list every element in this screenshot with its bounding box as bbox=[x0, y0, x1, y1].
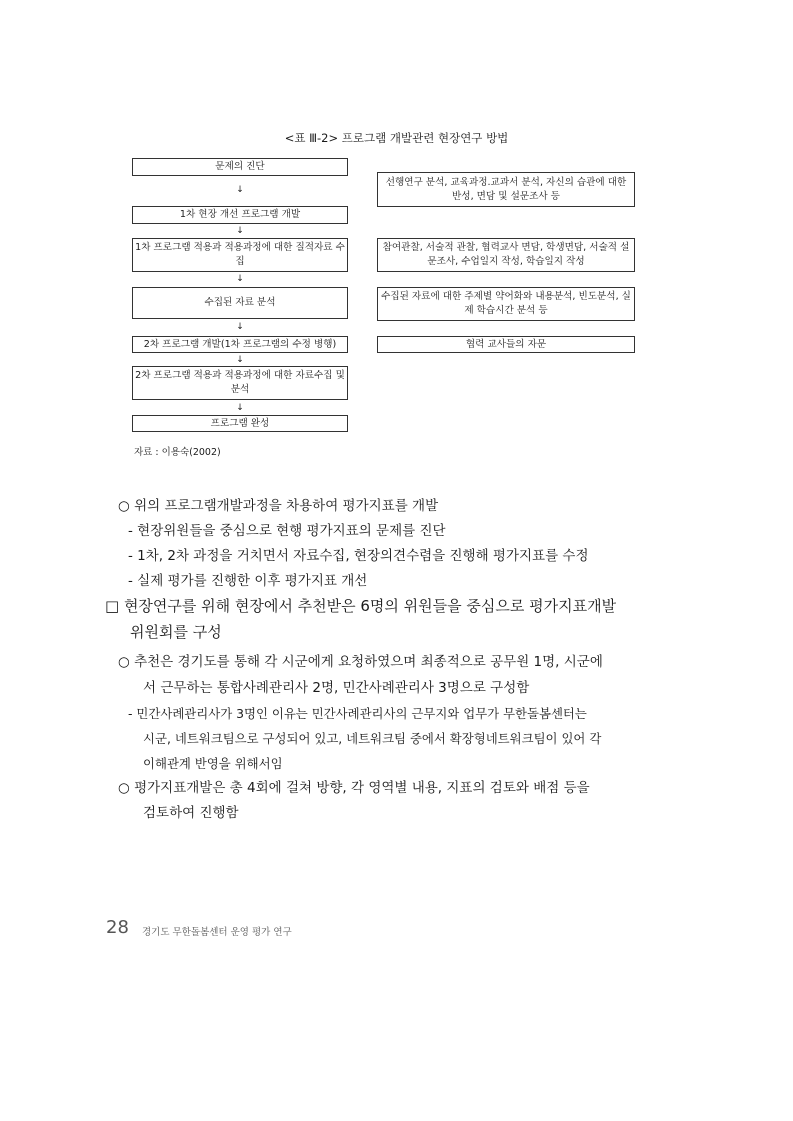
table-caption: <표 Ⅲ-2> 프로그램 개발관련 현장연구 방법 bbox=[284, 131, 509, 145]
flow-note-analysis-methods: 수집된 자료에 대한 주제별 약어화와 내용분석, 빈도분석, 실제 학습시간 분석 등 bbox=[377, 287, 635, 321]
body-bullet: ○ 추천은 경기도를 통해 각 시군에게 요청하였으며 최종적으로 공무원 1명, 시군에 bbox=[118, 654, 603, 670]
flow-step-analysis: 수집된 자료 분석 bbox=[132, 287, 348, 319]
flow-arrow: ↓ bbox=[236, 226, 244, 236]
body-dash: - 실제 평가를 진행한 이후 평가지표 개선 bbox=[128, 573, 368, 589]
flow-arrow: ↓ bbox=[236, 403, 244, 413]
flow-note-consulting: 협력 교사들의 자문 bbox=[377, 336, 635, 353]
flow-note-diagnosis-methods: 선행연구 분석, 교육과정.교과서 분석, 자신의 습관에 대한 반성, 면담 및 설문조사 등 bbox=[377, 172, 635, 207]
flow-arrow: ↓ bbox=[236, 274, 244, 284]
body-dash: - 현장위원들을 중심으로 현행 평가지표의 문제를 진단 bbox=[128, 523, 446, 539]
body-section-cont: 위원회를 구성 bbox=[130, 623, 222, 641]
page-number: 28 bbox=[106, 917, 129, 938]
body-bullet: ○ 위의 프로그램개발과정을 차용하여 평가지표를 개발 bbox=[118, 498, 439, 514]
body-dash: - 1차, 2차 과정을 거치면서 자료수집, 현장의견수렴을 진행해 평가지표를 수정 bbox=[128, 548, 589, 564]
flow-step-first-apply: 1차 프로그램 적용과 적용과정에 대한 질적자료 수집 bbox=[132, 238, 348, 272]
flow-arrow: ↓ bbox=[236, 322, 244, 332]
running-title: 경기도 무한돌봄센터 운영 평가 연구 bbox=[142, 927, 292, 938]
flow-step-second-program: 2차 프로그램 개발(1차 프로그램의 수정 병행) bbox=[132, 336, 348, 353]
flow-step-complete: 프로그램 완성 bbox=[132, 415, 348, 432]
flow-step-first-program: 1차 현장 개선 프로그램 개발 bbox=[132, 206, 348, 224]
flow-note-collection-methods: 참여관찰, 서술적 관찰, 협력교사 면담, 학생면담, 서술적 설문조사, 수업일지 작성, 학습일지 작성 bbox=[377, 238, 635, 272]
body-section: □ 현장연구를 위해 현장에서 추천받은 6명의 위원들을 중심으로 평가지표개발 bbox=[105, 597, 617, 615]
body-dash: - 민간사례관리사가 3명인 이유는 민간사례관리사의 근무지와 업무가 무한돌봄센터는 bbox=[128, 706, 587, 721]
flow-step-diagnosis: 문제의 진단 bbox=[132, 158, 348, 176]
flow-step-second-apply: 2차 프로그램 적용과 적용과정에 대한 자료수집 및 분석 bbox=[132, 366, 348, 400]
body-bullet: ○ 평가지표개발은 총 4회에 걸쳐 방향, 각 영역별 내용, 지표의 검토와 배점 등을 bbox=[118, 780, 590, 796]
source-note: 자료 : 이용숙(2002) bbox=[134, 447, 221, 458]
flow-arrow: ↓ bbox=[236, 355, 244, 365]
body-dash-cont: 이해관계 반영을 위해서임 bbox=[143, 756, 283, 771]
body-bullet-cont: 서 근무하는 통합사례관리사 2명, 민간사례관리사 3명으로 구성함 bbox=[143, 680, 530, 696]
body-bullet-cont: 검토하여 진행함 bbox=[143, 805, 239, 821]
flow-arrow: ↓ bbox=[236, 185, 244, 195]
body-dash-cont: 시군, 네트워크팀으로 구성되어 있고, 네트워크팀 중에서 확장형네트워크팀이 있어 각 bbox=[143, 731, 602, 746]
